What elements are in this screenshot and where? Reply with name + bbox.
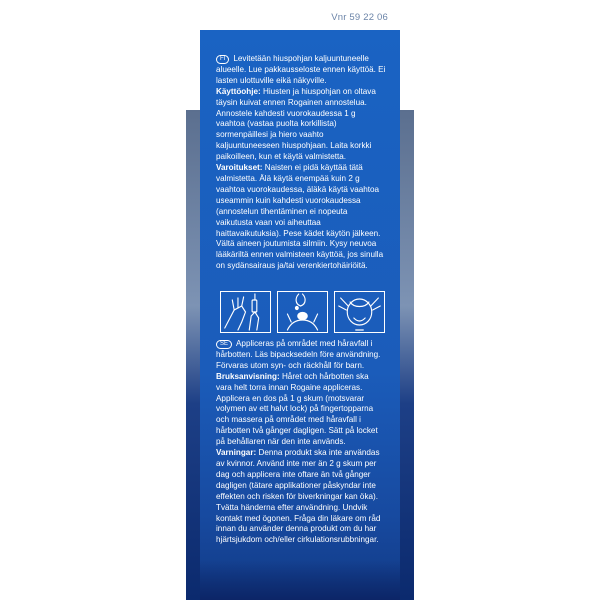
se-language-badge: SE [216, 340, 232, 349]
se-intro-text: Appliceras på området med håravfall i hårbotten. Läs bipacksedeln före användning. Förvaras utom syn- och räckhåll för barn. [216, 339, 381, 370]
swedish-instructions [216, 339, 386, 546]
pictogram-foam-fingertips-icon [277, 291, 328, 333]
label-panel [200, 30, 400, 600]
product-number: Vnr 59 22 06 [331, 12, 388, 23]
fi-usage-title: Käyttöohje: [216, 86, 261, 96]
fi-usage-paragraph [216, 87, 386, 163]
pictogram-scalp-massage-icon [334, 291, 385, 333]
fi-language-badge: FI [216, 55, 229, 64]
se-usage-paragraph [216, 372, 386, 448]
panel-bottom-shade [200, 560, 400, 600]
se-warnings-title: Varningar: [216, 448, 257, 458]
se-intro-paragraph [216, 339, 386, 372]
fi-warnings-paragraph [216, 163, 386, 272]
se-usage-title: Bruksanvisning: [216, 371, 280, 381]
se-warnings-paragraph [216, 448, 386, 546]
finnish-instructions [216, 54, 386, 272]
fi-usage-text: Hiusten ja hiuspohjan on oltava täysin kuivat ennen Rogainen annostelua. Annostele kahdesti vuorokaudessa 1 g vaahtoa (vastaa puolta korkillista) sormenpäillesi ja hiero vaahto kaljuuntuneeseen hiuspohjaan. Laita korkki paikoilleen, kun et käytä valmistetta. [216, 86, 376, 162]
se-warnings-text: Denna produkt ska inte användas av kvinnor. Använd inte mer än 2 g skum per dag och applicera inte oftare än två gånger dagligen (tätare applikationer påskyndar inte effekten och risken för biverkningar kan öka). Tvätta händerna efter användning. Undvik kontakt med ögonen. Fråga din läkare om råd innan du använder denna produkt om du har hjärtsjukdom och/eller cirkulationsrubbningar. [216, 448, 381, 545]
right-side-strip [398, 110, 414, 600]
fi-warnings-title: Varoitukset: [216, 163, 263, 173]
fi-intro-paragraph [216, 54, 386, 87]
fi-intro-text: Levitetään hiuspohjan kaljuuntuneelle alueelle. Lue pakkausseloste ennen käyttöä. Ei lasten ulottuville eikä näkyville. [216, 54, 386, 85]
fi-warnings-text: Naisten ei pidä käyttää tätä valmistetta. Älä käytä enempää kuin 2 g vaahtoa vuorokaudessa, äläkä käytä vaahtoa useammin kuin kahdesti vuorokaudessa (annostelun tihentäminen ei nopeuta vaikutusta vaan voi aiheuttaa haittavaikutuksia). Pese kädet käytön jälkeen. Vältä aineen joutumista silmiin. Kysy neuvoa lääkäriltä ennen valmisteen käyttöä, jos sinulla on sydänsairaus ja/tai verenkiertohäiriöitä. [216, 163, 384, 271]
se-usage-text: Håret och hårbotten ska vara helt torra innan Rogaine appliceras. Applicera en dos på 1 g skum (motsvarar volymen av ett halvt lock) på fingertopparna och massera på området med håravfall i hårbotten två gånger dagligen. Sätt på locket på behållaren när den inte används. [216, 371, 378, 447]
pictogram-hand-dispense-icon [220, 291, 271, 333]
instruction-pictograms [220, 291, 385, 333]
